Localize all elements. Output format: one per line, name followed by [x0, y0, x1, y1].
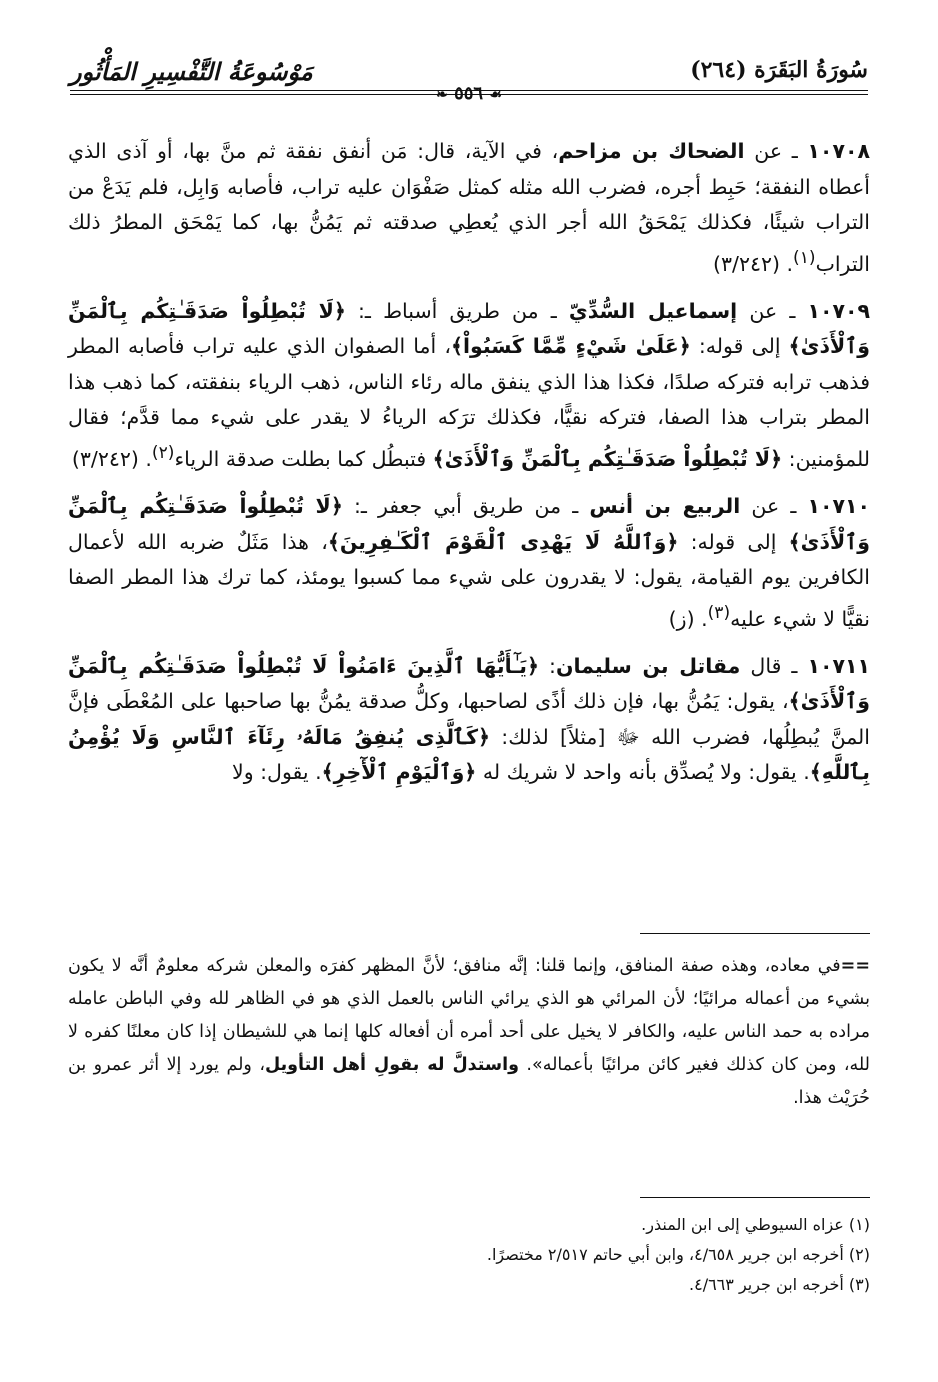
footnote-ref[interactable]: (١) — [793, 247, 816, 268]
main-text — [68, 134, 870, 803]
commentary-continuation — [68, 950, 870, 1115]
footnotes-list — [68, 1210, 870, 1300]
page-number: ٥٥٦ — [454, 83, 484, 104]
footnote-ref[interactable]: (٢) — [151, 442, 175, 463]
text-segment: فتبطُل كما بطلت صدقة الرياء — [174, 446, 433, 471]
text-segment: ـ من طريق أبي جعفر ـ: — [342, 494, 590, 519]
text-segment: ، يقول: يَمُنُّ بها، فإن ذلك أذًى لصاحبها، وكلُّ صدقة يمُنُّ بها صاحبها على المُعْطَى فإنَّ المنَّ يُبطِلُها، فضرب الله ﷻ [مثلاً] لذلك: — [68, 689, 870, 749]
text-segment: ، هذا مَثَلٌ ضربه الله لأعمال الكافرين يوم القيامة، يقول: لا يقدرون على شيء مما كسبوا يومئذ، كما ترك هذا المطر الصفا نقيًّا لا شيء عليه — [68, 529, 870, 631]
footnote-separator-2 — [640, 1197, 870, 1198]
quran-quote: ﴿كَٱلَّذِى يُنفِقُ مَالَهُۥ رِئَآءَ ٱلنَّاسِ وَلَا يُؤْمِنُ بِٱللَّهِ﴾ — [68, 724, 870, 785]
narrator-name: إسماعيل السُّدِّيّ — [568, 298, 738, 323]
text-segment: . يقول: ولا يُصدِّق بأنه واحد لا شريك له — [476, 760, 810, 785]
text-segment: إلى قوله: — [690, 334, 789, 359]
source-ref: . (٣/٢٤٢) — [71, 446, 152, 471]
footnote-separator — [640, 933, 870, 934]
continuation-mark: == — [840, 956, 870, 976]
footnote-ref[interactable]: (٣) — [707, 602, 731, 623]
narration-number: ١٠٧١٠ — [807, 494, 871, 519]
page-header — [70, 55, 868, 104]
text-segment: : — [539, 653, 556, 678]
quran-quote: ﴿وَٱلْيَوْمِ ٱلْأٓخِرِ﴾ — [321, 760, 477, 785]
header-rule-thin — [70, 94, 868, 95]
header-rule — [70, 90, 868, 91]
surah-title: سُورَةُ البَقَرَة (٢٦٤) — [690, 57, 868, 83]
commentary-bold: واستدلَّ له بقولِ أهل التأويل — [264, 1055, 519, 1075]
text-segment: ، أما الصفوان الذي عليه تراب فأصابه المطر فذهب ترابه فتركه صلدًا، فكذا هذا الذي ينفق ماله رئاء الناس، ذهب الرياء بنفقته، كما ذهب هذا المطر بتراب هذا الصفا، فتركه نقيًّا، فكذلك ترَكه الرياءُ لا يقدر على شيء مما قدَّم؛ فقال للمؤمنين: — [68, 334, 870, 471]
narrator-name: مقاتل بن سليمان — [555, 653, 741, 678]
quran-quote: ﴿عَلَىٰ شَيْءٍ مِّمَّا كَسَبُواْ﴾ — [450, 334, 691, 359]
source-ref: . (ز) — [668, 606, 708, 631]
narration-number: ١٠٧١١ — [807, 653, 870, 678]
source-ref: . (٣/٢٤٢) — [713, 251, 794, 276]
book-title: مَوْسُوعَةُ التَّفْسِيرِ المَأْثُور — [70, 57, 313, 86]
quran-quote: ﴿لَا تُبْطِلُواْ صَدَقَـٰتِكُم بِٱلْمَنِّ وَٱلْأَذَىٰ﴾ — [68, 298, 870, 359]
narrator-name: الضحاك بن مزاحم — [558, 139, 745, 163]
quran-quote: ﴿لَا تُبْطِلُواْ صَدَقَـٰتِكُم بِٱلْمَنِّ وَٱلْأَذَىٰ﴾ — [432, 446, 783, 471]
footnote-1: (١) عزاه السيوطي إلى ابن المنذر. — [641, 1215, 870, 1234]
narration-10710 — [68, 489, 870, 637]
ornament-left-icon: ❧ — [436, 87, 448, 103]
quran-quote: ﴿لَا تُبْطِلُواْ صَدَقَـٰتِكُم بِٱلْمَنِّ وَٱلْأَذَىٰ﴾ — [68, 494, 870, 554]
quran-quote: ﴿يَـٰٓأَيُّهَا ٱلَّذِينَ ءَامَنُواْ لَا تُبْطِلُواْ صَدَقَـٰتِكُم بِٱلْمَنِّ وَٱلْأَذَىٰ﴾ — [68, 653, 870, 714]
commentary-text: في معاده، وهذه صفة المنافق، وإنما قلنا: إنَّه منافق؛ لأنَّ المظهر كفرَه والمعلن شركه معلومٌ أنَّه لا يكون بشيء من أعماله مرائيًا؛ لأن المرائي هو الذي يرائي الناس بالعمل الذي هو في الظاهر لله وفي الباطن عامله مراده به حمد الناس عليه، والكافر لا يخيل على أحد أمره أن أفعاله كلها إنما هي للشيطان إذا كان معلنًا كفره لا لله، ومن كان كذلك فغير كائن مرائيًا بأعماله». — [68, 956, 870, 1075]
narration-number: ١٠٧٠٨ — [807, 139, 870, 163]
text-segment: إلى قوله: — [678, 529, 789, 554]
narration-number: ١٠٧٠٩ — [807, 298, 871, 323]
text-segment: ـ عن — [744, 139, 808, 163]
text-segment: ـ عن — [737, 298, 808, 323]
narration-text: ، في الآية، قال: مَن أنفق نفقة ثم منَّ بها، أو آذى الذي أعطاه النفقة؛ حَبِط أجره، فضرب الله مثله كمثل صَفْوَان عليه تراب، فأصابه وَابِل، فلم يَدَعْ من التراب شيئًا، فكذلك يَمْحَقُ الله أجر الذي يُعطِي صدقته ثم يَمُنُّ بها، كما يَمْحَق المطرُ ذلك التراب — [68, 139, 870, 276]
text-segment: ـ عن — [740, 494, 808, 519]
narration-10708 — [68, 134, 870, 282]
footnote-3: (٣) أخرجه ابن جرير ٤/٦٦٣. — [689, 1275, 870, 1294]
commentary-text: ، ولم يورد إلا أثر عمرو بن حُرَيْث هذا. — [68, 1055, 870, 1108]
ornament-right-icon: ☙ — [489, 87, 502, 103]
text-segment: ـ من طريق أسباط ـ: — [345, 298, 569, 323]
footnote-2: (٢) أخرجه ابن جرير ٤/٦٥٨، وابن أبي حاتم ٢/٥١٧ مختصرًا. — [486, 1245, 870, 1264]
text-segment: ـ قال — [740, 653, 808, 678]
narrator-name: الربيع بن أنس — [589, 494, 741, 519]
narration-10711 — [68, 649, 870, 791]
narration-10709 — [68, 294, 870, 477]
quran-quote: ﴿وَٱللَّهُ لَا يَهْدِى ٱلْقَوْمَ ٱلْكَـٰفِرِينَ﴾ — [327, 529, 679, 554]
text-segment: . يقول: ولا — [232, 760, 322, 785]
